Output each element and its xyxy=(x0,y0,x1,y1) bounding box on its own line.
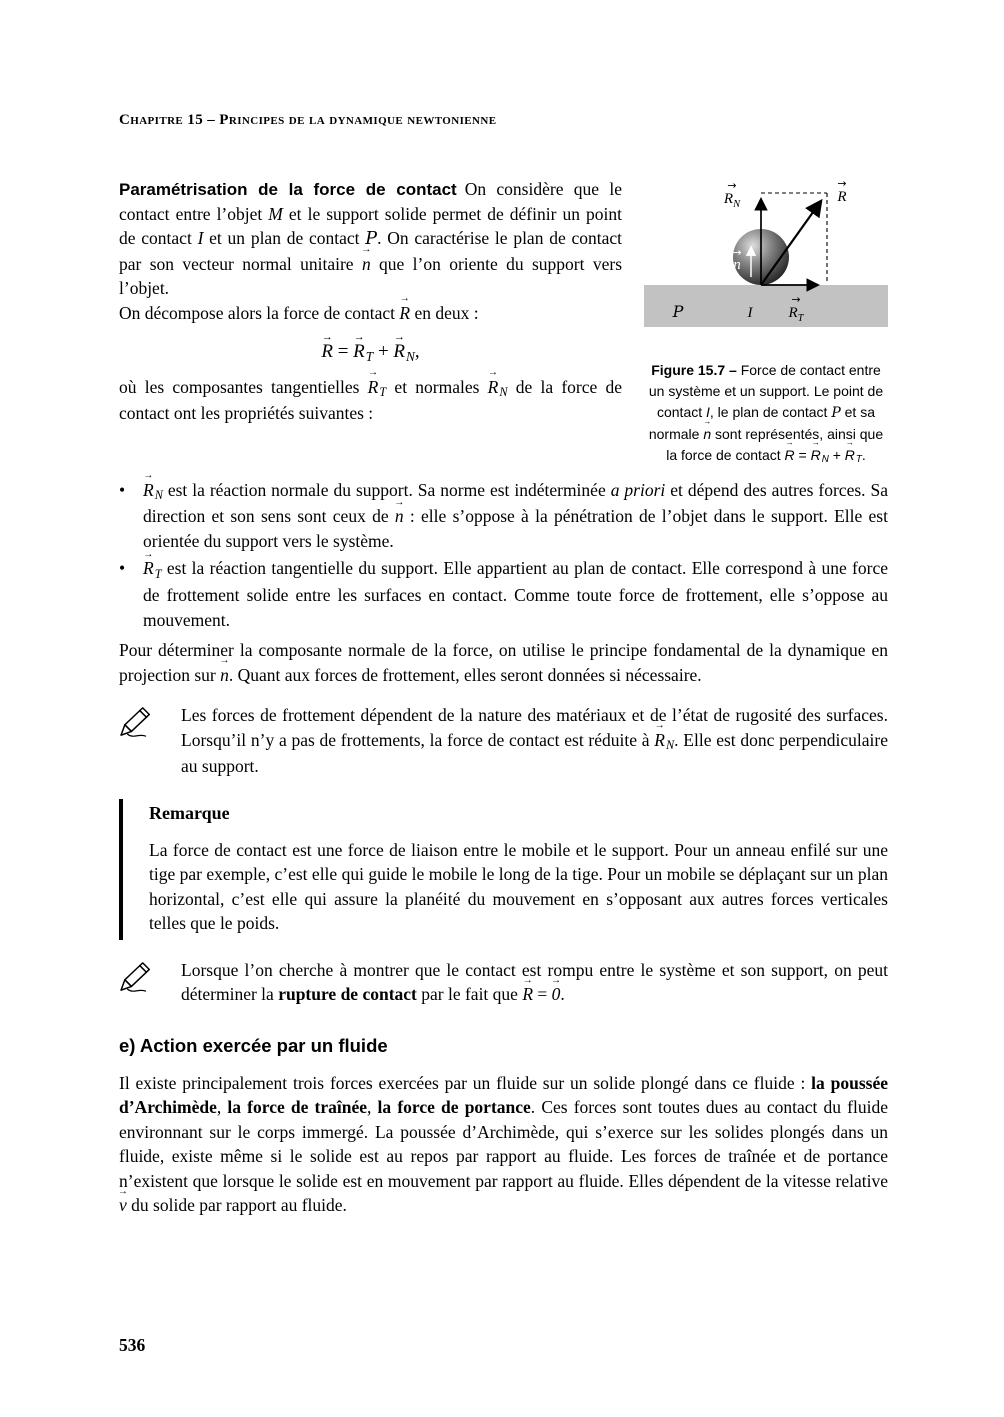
vector-arrow-glyph: → xyxy=(732,246,742,259)
contact-force-diagram xyxy=(644,177,888,339)
contact-force-label: R xyxy=(837,189,847,205)
contact-point-label: I xyxy=(747,305,753,321)
components-sentence: où les composantes tangentielles $R \to_T$ et normales $R \to_N$ de la force de contact ont les propriétés suivantes : xyxy=(119,375,622,426)
figure-caption: Figure 15.7 – Force de contact entre un système et un support. Le point de contact I, le plan de contact P et sa normale n → sont représentés, ainsi que la force de contact R → = $R \to_N + R \to_T$. xyxy=(644,360,888,468)
running-header: Chapitre 15 – Principes de la dynamique newtonienne xyxy=(119,112,497,128)
contact-force-equation: R → = $R \to_T + R \to_N$, xyxy=(119,339,622,366)
intro-section xyxy=(119,177,888,468)
section-heading: e) Action exercée par un fluide xyxy=(119,1034,388,1056)
margin-note xyxy=(119,958,888,1007)
pencil-icon xyxy=(119,958,181,1007)
bullet-glyph: • xyxy=(119,479,126,500)
list-item xyxy=(119,478,888,554)
vector-arrow-glyph: → xyxy=(727,179,737,192)
margin-note xyxy=(119,703,888,779)
unit-normal-label: n xyxy=(733,257,741,273)
pfd-paragraph: Pour déterminer la composante normale de la force, on utilise le principe fondamental de la dynamique en projection sur n →. Quant aux forces de frottement, elles seront données si nécessaire. xyxy=(119,638,888,687)
pencil-icon xyxy=(119,703,181,779)
remark-title: Remarque xyxy=(149,802,230,823)
remark-block xyxy=(119,799,888,940)
normal-reaction-label: $R_N$ xyxy=(723,191,741,210)
page-number: 536 xyxy=(119,1334,146,1355)
decompose-sentence: On décompose alors la force de contact R → en deux : xyxy=(119,301,622,326)
intro-paragraph xyxy=(119,177,622,301)
intro-paragraph-text: On considère que le contact entre l’objet M et le support solide permet de définir un point de contact I et un plan de contact P. On caractérise le plan de contact par son vecteur normal unitaire n → que l’on oriente du support vers l’objet. xyxy=(119,179,622,298)
figure-15-7 xyxy=(644,177,888,468)
paragraph-heading: Paramétrisation de la force de contact xyxy=(119,180,457,199)
note-text: Lorsque l’on cherche à montrer que le contact est rompu entre le système et son support, on peut déterminer la rupture de contact par le fait que R → = 0 →. xyxy=(181,958,888,1007)
plane-label: P xyxy=(672,302,684,321)
remark-text: La force de contact est une force de liaison entre le mobile et le support. Pour un anneau enfilé sur une tige par exemple, c’est elle qui guide le mobile le long de la tige. Pour un mobile se déplaçant sur un plan horizontal, c’est elle qui assure la planéité du mouvement en s’opposant aux autres forces verticales telles que le poids. xyxy=(149,839,888,934)
vector-arrow-glyph: → xyxy=(837,177,847,190)
properties-list xyxy=(119,478,888,632)
list-item xyxy=(119,556,888,632)
fluid-paragraph: Il existe principalement trois forces exercées par un fluide sur un solide plongé dans ce fluide : la poussée d’Archimède, la force de traînée, la force de portance. Ces forces sont toutes dues au contact du fluide environnant sur le corps immergé. La poussée d’Archimède, qui s’exerce sur les solides plongés dans un fluide, existe même si le solide est au repos par rapport au fluide. Les forces de traînée et de portance n’existent que lorsque le solide est en mouvement par rapport au fluide. Elles dépendent de la vitesse relative v → du solide par rapport au fluide. xyxy=(119,1071,888,1218)
bullet-glyph: • xyxy=(119,558,126,579)
note-text: Les forces de frottement dépendent de la nature des matériaux et de l’état de rugosité des surfaces. Lorsqu’il n’y a pas de frottements, la force de contact est réduite à $R \to_N$. Elle est donc perpendiculaire au support. xyxy=(181,703,888,779)
intro-text-column xyxy=(119,177,622,468)
tangential-reaction-property: $R \to_T$ est la réaction tangentielle du support. Elle appartient au plan de contact. Elle correspond à une force de frottement solide entre les surfaces en contact. Comme toute force de frottement, elle s’oppose au mouvement. xyxy=(143,556,888,632)
normal-reaction-property: $R \to_N$ est la réaction normale du support. Sa norme est indéterminée a priori et dépend des autres forces. Sa direction et son sens sont ceux de n → : elle s’oppose à la pénétration de l’objet dans le support. Elle est orientée du support vers le système. xyxy=(143,478,888,554)
tangential-reaction-label: $R_T$ xyxy=(788,305,804,324)
vector-arrow-glyph: → xyxy=(791,293,801,306)
